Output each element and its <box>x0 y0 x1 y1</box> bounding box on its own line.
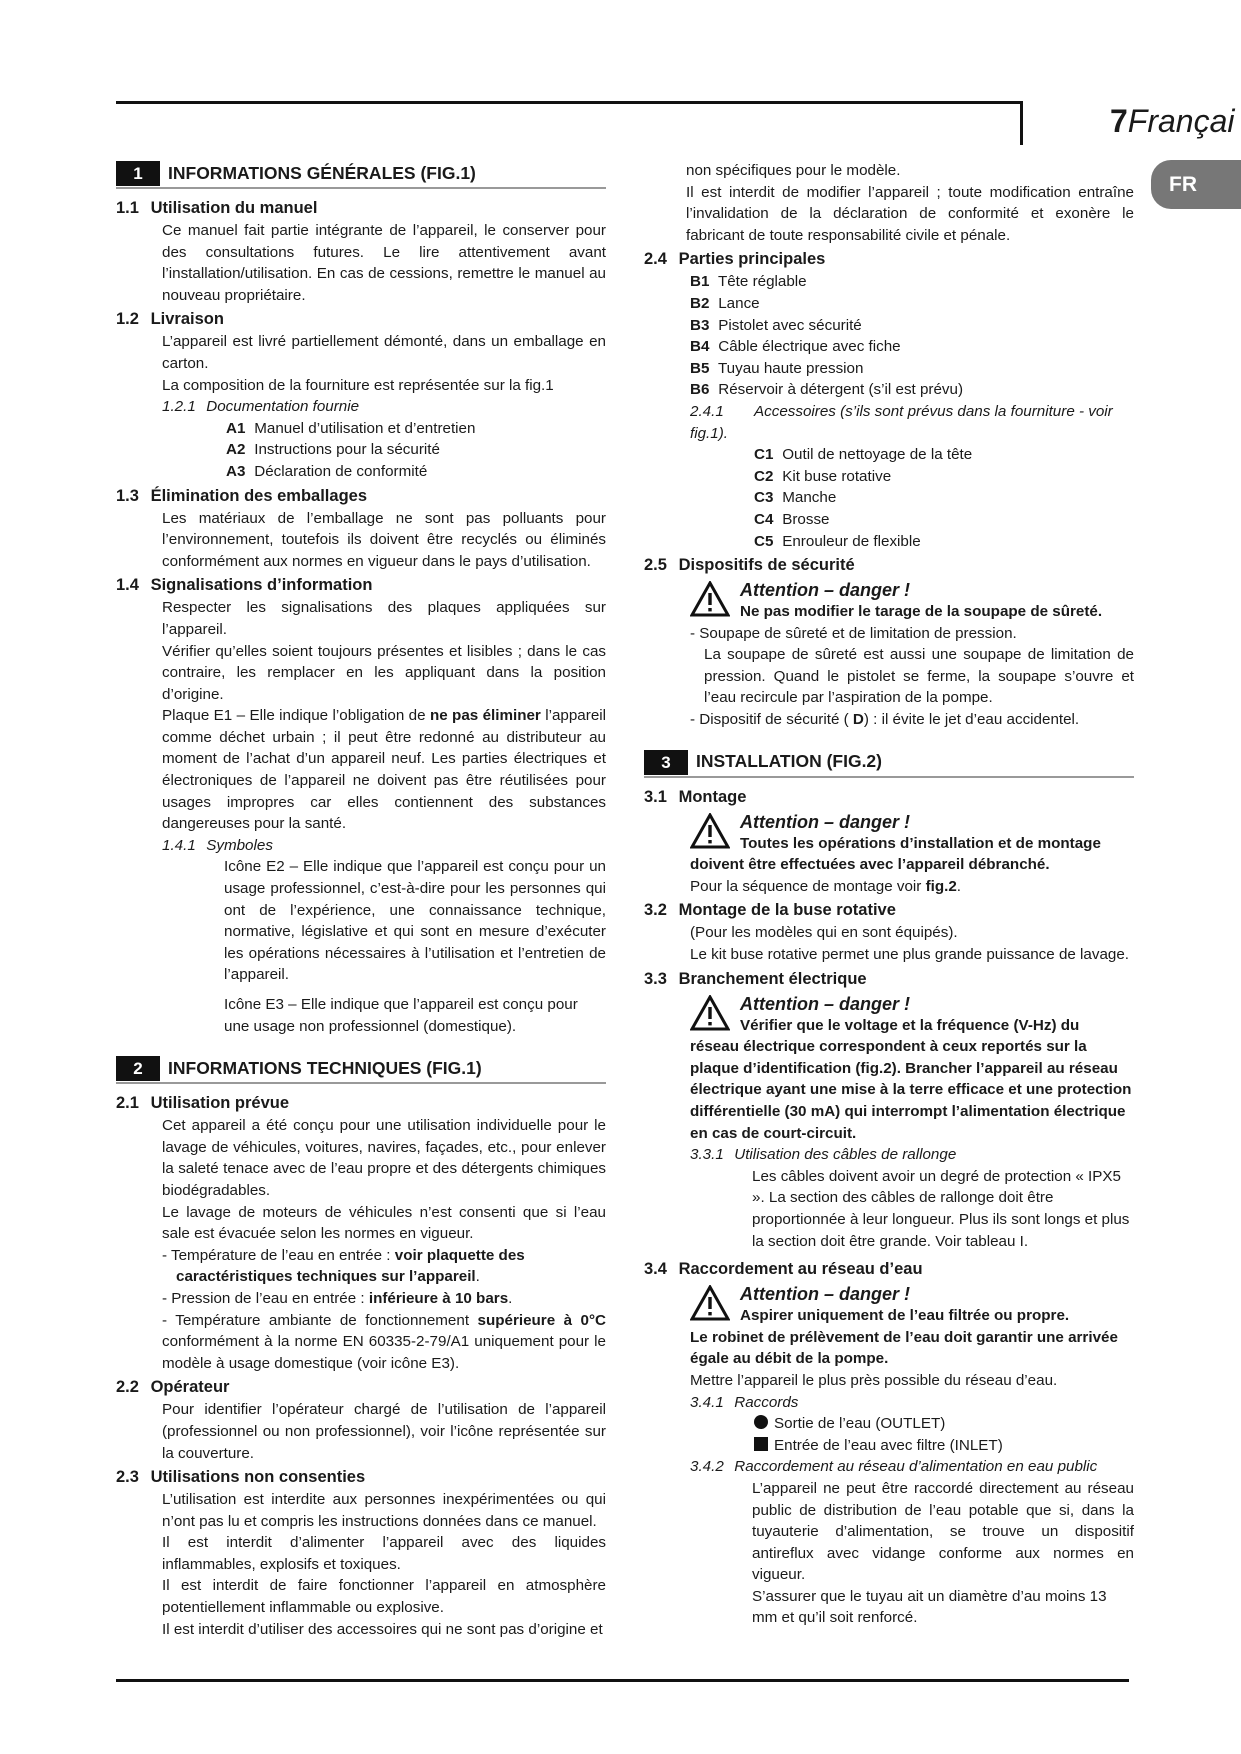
heading-1-2: 1.2 Livraison <box>116 310 224 329</box>
doc-item: A3 Déclaration de conformité <box>226 462 428 480</box>
part-item: B5 Tuyau haute pression <box>690 359 864 377</box>
icon-e3-text: Icône E3 – Elle indique que l’appareil est conçu pour une usage non professionnel (domestique). <box>224 996 578 1035</box>
bullet-safety-device: - Dispositif de sécurité ( D) : il évite le jet d’eau accidentel. <box>690 711 1080 729</box>
accessory-item: C1 Outil de nettoyage de la tête <box>754 446 973 464</box>
text-2-2: Pour identifier l’opérateur chargé de l’utilisation de l’appareil (professionnel ou non professionnel), voir l’icône représentée sur la couverture. <box>162 1401 606 1462</box>
warning-block: Attention – danger ! Vérifier que le voltage et la fréquence (V-Hz) du <box>690 993 1134 1037</box>
bottom-rule <box>116 1679 1129 1682</box>
warning-text: Le robinet de prélèvement de l’eau doit garantir une arrivée égale au débit de la pompe. <box>690 1328 1118 1368</box>
part-item: B3 Pistolet avec sécurité <box>690 316 862 334</box>
outlet-item: Sortie de l’eau (OUTLET) <box>754 1413 1134 1435</box>
text-3-4-2-a: L’appareil ne peut être raccordé directement au réseau public de distribution de l’eau potable que si, dans la tuyauterie d’alimentation, se trouve un dispositif antireflux avec vidange conforme aux normes en vigueur. <box>752 1479 1134 1584</box>
text-1-3: Les matériaux de l’emballage ne sont pas polluants pour l’environnement, toutefois ils doivent être recyclés ou éliminés conformément aux normes en vigueur dans le pays d’utilisation. <box>162 509 606 570</box>
text-3-2-a: (Pour les modèles qui en sont équipés). <box>690 924 958 942</box>
text-3-2-b: Le kit buse rotative permet une plus grande puissance de lavage. <box>690 946 1130 964</box>
bullet-water-temperature: - Température de l’eau en entrée : voir plaquette des caractéristiques techniques sur l’appareil. <box>162 1246 525 1286</box>
text-safety-valve: La soupape de sûreté est aussi une soupape de limitation de pression. Quand le pistolet se ferme, la soupape s’ouvre et l’eau recircule par l’aspiration de la pompe. <box>704 646 1134 707</box>
warning-triangle-icon <box>690 581 730 617</box>
section-2-header: 2 INFORMATIONS TECHNIQUES (FIG.1) <box>116 1055 606 1084</box>
heading-3-3-1: 3.3.1 Utilisation des câbles de rallonge <box>690 1146 957 1164</box>
bullet-safety-valve: - Soupape de sûreté et de limitation de pression. <box>690 624 1017 642</box>
heading-2-4-1: 2.4.1 Accessoires (s’ils sont prévus dans la fourniture - voir fig.1). <box>690 402 1113 442</box>
bullet-ambient-temperature: - Température ambiante de fonctionnement supérieure à 0°C conformément à la norme EN 60335-2-79/A1 uniquement pour le modèle à usage domestique (voir icône E3). <box>162 1311 606 1372</box>
text-2-3-c: Il est interdit de faire fonctionner l’appareil en atmosphère potentiellement inflammable ou explosive. <box>162 1577 606 1617</box>
section-3-header: 3 INSTALLATION (FIG.2) <box>644 749 1134 778</box>
heading-1-4-1: 1.4.1 Symboles <box>162 836 273 854</box>
text-3-4-2-b: S’assurer que le tuyau ait un diamètre d’au moins 13 mm et qu’il soit renforcé. <box>752 1587 1107 1627</box>
heading-1-4: 1.4 Signalisations d’information <box>116 576 373 595</box>
bullet-water-pressure: - Pression de l’eau en entrée : inférieure à 10 bars. <box>162 1289 513 1307</box>
text-2-1-a: Cet appareil a été conçu pour une utilisation individuelle pour le lavage de véhicules, voitures, navires, façades, etc., pour enlever la saleté tenace avec de l’eau propre et des détergents chimiques biodégradables. <box>162 1117 606 1199</box>
left-column <box>116 160 606 1640</box>
text-1-4-c: Plaque E1 – Elle indique l’obligation de ne pas éliminer l’appareil comme déchet urbain ; il peut être redonné au distributeur au moment de l’achat d’un appareil neuf. Les parties électriques et électroniques de l’appareil ne doivent pas être réutilisées pour usages impropres car elles contiennent des substances dangereuses pour la santé. <box>162 707 607 833</box>
text-2-3-a: L’utilisation est interdite aux personnes inexpérimentées ou qui n’ont pas lu et compris les instructions données dans ce manuel. <box>162 1491 606 1530</box>
text-3-1: Pour la séquence de montage voir fig.2. <box>690 877 962 895</box>
text-1-2-a: L’appareil est livré partiellement démonté, dans un emballage en carton. <box>162 333 606 372</box>
accessory-item: C3 Manche <box>754 489 837 507</box>
language-tab: FR <box>1151 160 1241 209</box>
doc-item: A2 Instructions pour la sécurité <box>226 441 440 459</box>
warning-triangle-icon <box>690 995 730 1031</box>
text-2-3-b: Il est interdit d’alimenter l’appareil avec des liquides inflammables, explosifs et toxiques. <box>162 1534 606 1573</box>
inlet-item: Entrée de l’eau avec filtre (INLET) <box>754 1435 1134 1457</box>
heading-3-4-1: 3.4.1 Raccords <box>690 1393 799 1411</box>
accessory-item: C4 Brosse <box>754 510 830 528</box>
heading-1-1: 1.1 Utilisation du manuel <box>116 199 318 217</box>
heading-2-4: 2.4 Parties principales <box>644 250 826 269</box>
heading-3-3: 3.3 Branchement électrique <box>644 969 867 988</box>
square-icon <box>754 1437 768 1451</box>
heading-3-1: 3.1 Montage <box>644 787 747 806</box>
section-1-header: 1 INFORMATIONS GÉNÉRALES (FIG.1) <box>116 160 606 189</box>
heading-1-2-1: 1.2.1 Documentation fournie <box>162 398 360 416</box>
heading-2-3: 2.3 Utilisations non consenties <box>116 1468 366 1487</box>
text-2-1-b: Le lavage de moteurs de véhicules n’est consenti que si l’eau sale est évacuée selon les normes en vigueur. <box>162 1203 606 1243</box>
warning-text: doivent être effectuées avec l’appareil débranché. <box>690 856 1050 874</box>
part-item: B1 Tête réglable <box>690 273 807 291</box>
heading-2-5: 2.5 Dispositifs de sécurité <box>644 556 855 575</box>
part-item: B4 Câble électrique avec fiche <box>690 338 901 356</box>
text-3-3-1: Les câbles doivent avoir un degré de protection « IPX5 ». La section des câbles de rallonge doit être proportionnée à leur longueur. Plus ils sont longs et plus la section doit être grande. Voir tableau I. <box>752 1167 1130 1250</box>
warning-block: Attention – danger ! Toutes les opérations d’installation et de montage <box>690 811 1134 855</box>
warning-block: Attention – danger ! Aspirer uniquement de l’eau filtrée ou propre. <box>690 1283 1134 1327</box>
heading-3-2: 3.2 Montage de la buse rotative <box>644 901 896 920</box>
accessory-item: C5 Enrouleur de flexible <box>754 532 921 550</box>
heading-2-1: 2.1 Utilisation prévue <box>116 1094 290 1113</box>
circle-icon <box>754 1415 768 1429</box>
part-item: B6 Réservoir à détergent (s’il est prévu) <box>690 381 964 399</box>
heading-1-3: 1.3 Élimination des emballages <box>116 486 367 505</box>
text-1-4-a: Respecter les signalisations des plaques appliquées sur l’appareil. <box>162 599 606 638</box>
doc-item: A1 Manuel d’utilisation et d’entretien <box>226 419 476 437</box>
page-language: Françai <box>1127 103 1235 139</box>
heading-2-2: 2.2 Opérateur <box>116 1378 230 1397</box>
text-2-3-f: Il est interdit de modifier l’appareil ; toute modification entraîne l’invalidation de la déclaration de conformité et exonère le fabricant de toute responsabilité civile et pénale. <box>686 183 1134 244</box>
warning-block: Attention – danger ! Ne pas modifier le tarage de la soupape de sûreté. <box>690 579 1134 623</box>
text-3-4: Mettre l’appareil le plus près possible du réseau d’eau. <box>690 1371 1058 1389</box>
icon-e2-text: Icône E2 – Elle indique que l’appareil est conçu pour un usage professionnel, c’est-à-dire pour les personnes qui ont de l’expérience, une connaissance technique, normative, législative et qui sont en mesure d’exécuter les opérations nécessaires à l’utilisation et l’entretien de l’appareil. <box>224 858 606 984</box>
warning-triangle-icon <box>690 1285 730 1321</box>
top-rule <box>116 101 1022 104</box>
heading-3-4: 3.4 Raccordement au réseau d’eau <box>644 1260 923 1279</box>
text-2-3-d: Il est interdit d’utiliser des accessoires qui ne sont pas d’origine et <box>162 1620 603 1638</box>
text-1-2-b: La composition de la fourniture est représentée sur la fig.1 <box>162 376 554 394</box>
part-item: B2 Lance <box>690 294 760 312</box>
accessory-item: C2 Kit buse rotative <box>754 467 892 485</box>
warning-text: réseau électrique correspondent à ceux reportés sur la plaque d’identification (fig.2). Brancher l’appareil au réseau électrique ayant une mise à la terre efficace et une protection différentielle (30 mA) qui interrompt l’alimentation électrique en cas de court-circuit. <box>690 1038 1132 1142</box>
text-2-3-e: non spécifiques pour le modèle. <box>686 162 901 179</box>
right-column <box>644 160 1134 1629</box>
text-1-4-b: Vérifier qu’elles soient toujours présentes et lisibles ; dans le cas contraire, les remplacer en les appliquant dans la position d’origine. <box>162 642 606 703</box>
page-number: 7Françai <box>1110 103 1235 139</box>
heading-3-4-2: 3.4.2 Raccordement au réseau d’alimentation en eau public <box>690 1458 1098 1476</box>
text-1-1: Ce manuel fait partie intégrante de l’appareil, le conserver pour des consultations futures. Le lire attentivement avant l’installation/utilisation. En cas de cessions, remettre le manuel au nouveau propriétaire. <box>162 222 606 304</box>
warning-triangle-icon <box>690 813 730 849</box>
top-rule-tick <box>1020 101 1023 145</box>
